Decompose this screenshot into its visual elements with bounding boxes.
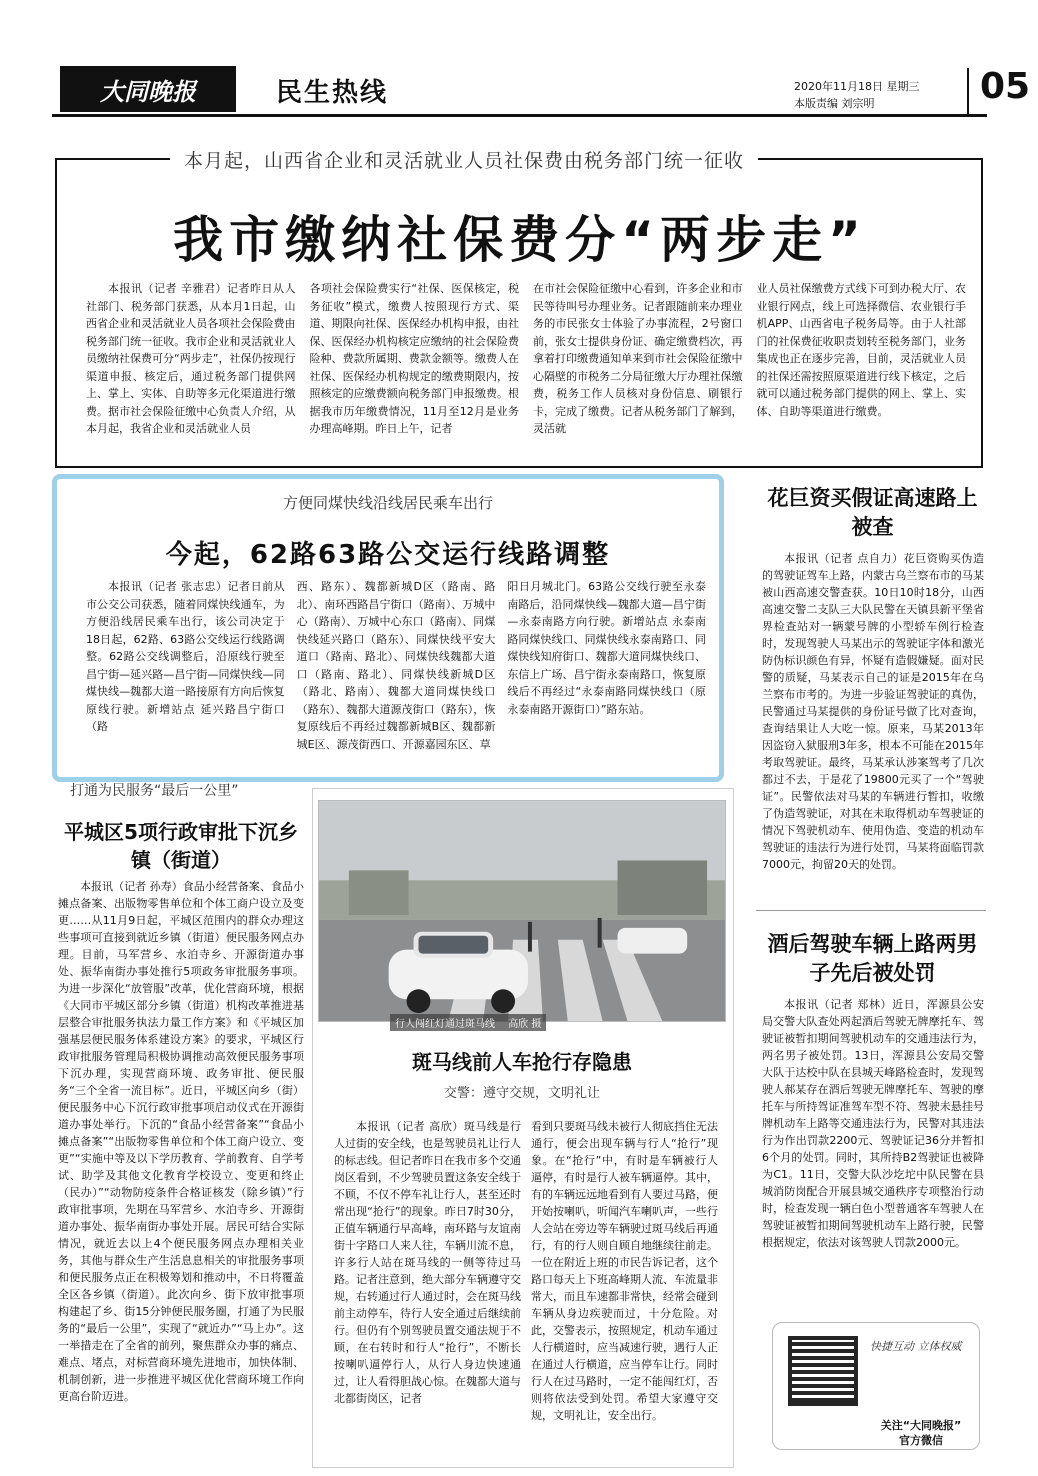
bus-article-body <box>86 578 706 760</box>
zebra-article-column: 看到只要斑马线未被行人彻底挡住无法通行，便会出现车辆与行人“抢行”现象。在“抢行”中，有时是车辆被行人逼停，有时是行人被车辆逼停。其中，有的车辆远远地看到有人要过马路，便开始按喇叭，听闻汽车喇叭声，一些行人会站在旁边等车辆驶过斑马线后再通行，有的行人则自顾自地继续往前走。一位在附近上班的市民告诉记者，这个路口每天上下班高峰期人流、车流量非常大，而且车速都非常快，经常会碰到车辆从身边疾驶而过，十分危险。对此，交警表示，按照规定，机动车通过人行横道时，应当减速行驶，遇行人正在通过人行横道，应当停车让行。同时行人在过马路时，一定不能闯红灯，否则将依法受到处罚。希望大家遵守交规，文明礼让，安全出行。 <box>531 1120 718 1422</box>
zebra-article-column: 本报讯（记者 高欣）斑马线是行人过街的安全线，也是驾驶员礼让行人的标志线。但记者昨日在我市多个交通岗区看到，不少驾驶员置这条安全线于不顾，不仅不停车礼让行人，甚至还时常出现“抢行”的现象。昨日7时30分，正值车辆通行早高峰，南环路与友谊南街十字路口人来人往，车辆川流不息，许多行人站在斑马线的一侧等待过马路。记者注意到，绝大部分车辆遵守交规，右转通过行人通过时，会在斑马线前主动停车，待行人安全通过后继续前行。但仍有个别驾驶员置交通法规于不顾，在右转时和行人“抢行”，不断长按喇叭逼停行人，从行人身边快速通过，让人看得胆战心惊。在魏都大道与北都街岗区，记者 <box>334 1120 521 1405</box>
promo-label <box>866 1418 976 1448</box>
fake-license-body: 本报讯（记者 点自力）花巨资购买伪造的驾驶证驾车上路，内蒙古乌兰察布市的马某被山西高速交警查获。10日10时18分，山西高速交警二支队三大队民警在天镇县新平堡省界检查站对一辆蒙号牌的小型轿车例行检查时，发现驾驶人马某出示的驾驶证字体和激光防伪标识颜色有异，怀疑有造假嫌疑。面对民警的质疑，马某表示自己的证是2015年在乌兰察布市考的。为进一步验证驾驶证的真伪，民警通过马某提供的身份证号做了比对查询，查询结果让人大吃一惊。原来，马某2013年因盗窃入狱服刑3年多，根本不可能在2015年考取驾驶证。最终，马某承认涉案驾考了几次都过不去，于是花了19800元买了一个“驾驶证”。民警依法对马某的车辆进行暂扣，收缴了伪造驾驶证，对其在未取得机动车驾驶证的情况下驾驶机动车、使用伪造、变造的机动车驾驶证的违法行为进行处罚，马某将面临罚款7000元，拘留20天的处罚。 <box>762 552 984 871</box>
qr-code-icon <box>788 1336 858 1406</box>
section-title: 民生热线 <box>276 78 389 108</box>
photo-caption <box>390 1014 546 1031</box>
bus-article-column: 本报讯（记者 张志忠）记者日前从市公交公司获悉，随着同煤快线通车，为方便沿线居民乘车出行，该公司决定于18日起，62路、63路公交线运行线路调整。62路公交线调整后，沿原线行驶至昌宁街—延兴路—昌宁街—同煤快线—同煤快线—魏都大道一路接原有方向后恢复原线行驶。新增站点 延兴路昌宁街口（路 <box>86 580 285 733</box>
zebra-article-headline: 斑马线前人车抢行存隐患 <box>412 1050 632 1074</box>
masthead-divider <box>967 68 969 114</box>
bus-article-column: 西、路东）、魏都新城D区（路南、路北）、南环西路昌宁街口（路南）、万城中心（路南）、万城中心东口（路南）、同煤快线延兴路口（路东）、同煤快线平安大道口（路南、路北）、同煤快线魏都大道口（路南、路北）、同煤快线新城D区（路北、路南）、魏都大道同煤快线口（路东）、魏都大道源茂街口（路东），恢复原线后不再经过魏都新城B区、魏都新城E区、源茂街西口、开源嘉园东区、草 <box>296 580 496 751</box>
lead-article-kicker: 本月起，山西省企业和灵活就业人员社保费由税务部门统一征收 <box>170 146 758 173</box>
drunk-driving-headline: 酒后驾驶车辆上路两男子先后被处罚 <box>767 932 978 985</box>
masthead-rule <box>52 114 987 117</box>
crosswalk-photo <box>318 800 726 1022</box>
issue-date: 2020年11月18日 星期三 <box>794 80 920 93</box>
promo-slogan: 快捷互动 立体权威 <box>870 1340 962 1353</box>
crosswalk-scene-image <box>319 801 725 1021</box>
masthead <box>52 62 1031 116</box>
lead-article-headline: 我市缴纳社保费分“两步走” <box>173 211 867 269</box>
page-number: 05 <box>980 66 1031 107</box>
photo-credit: 高欣 摄 <box>508 1019 542 1030</box>
zebra-article-subhead: 交警：遵守交规，文明礼让 <box>443 1086 600 1101</box>
admin-article-body: 本报讯（记者 孙寿）食品小经营备案、食品小摊点备案、出版物零售单位和个体工商户设立及变更……从11月9日起，平城区范围内的群众办理这些事项可直接到就近乡镇（街道）便民服务网点办理。目前，马军营乡、水泊寺乡、开源街道办事处、振华南街办事处推行5项政务审批服务事项。为进一步深化“放管服”改革，优化营商环境，根据《大同市平城区部分乡镇（街道）机构改革推进基层整合审批服务执法力量工作方案》和《平城区加强基层便民服务体系建设方案》的要求，平城区行政审批服务管理局积极协调推动高效便民服务事项下沉办理，实现营商环境、政务审批、便民服务“三个全省一流目标”。近日，平城区向乡（街）便民服务中心下沉行政审批事项启动仪式在开源街道办事处举行。下沉的“食品小经营备案”“食品小摊点备案”“出版物零售单位和个体工商户设立、变更”“实施中等及以下学历教育、学前教育、自学考试、助学及其他文化教育学校设立、变更和终止（民办）”“动物防疫条件合格证核发（除乡镇）”行政审批事项，先期在马军营乡、水泊寺乡、开源街道办事处、振华南街办事处开展。居民可结合实际情况，就近去以上4个便民服务网点办理相关业务，其他与群众生产生活息息相关的审批服务事项和便民服务点正在积极筹划和推动中，不日将覆盖全区各乡镇（街道）。此次向乡、街下放审批事项构建起了乡、街15分钟便民服务圈，打通了为民服务的“最后一公里”，实现了“就近办”“马上办”。这一举措走在了全省的前列，聚焦群众办事的痛点、难点、堵点，对标营商环境先进地市，加快体制、机制创新，进一步推进平城区优化营商环境工作向更高台阶迈进。 <box>58 880 304 1403</box>
drunk-driving-body: 本报讯（记者 郑林）近日，浑源县公安局交警大队查处两起酒后驾驶无牌摩托车、驾驶证被暂扣期间驾驶机动车的交通违法行为，两名男子被处罚。13日，浑源县公安局交警大队于达校中队在县城天峰路检查时，发现驾驶人郝某存在酒后驾驶无牌摩托车、驾驶的摩托车与所持驾证准驾车型不符、驾驶未悬挂号牌机动车上路等交通违法行为，民警对其违法行为作出罚款2200元、驾驶证记36分并暂扣6个月的处罚。同时，其所持B2驾驶证也被降为C1。11日，交警大队沙圪坨中队民警在县城消防岗配合开展县城交通秩序专项整治行动时，检查发现一辆白色小型普通客车驾驶人在驾驶证被暂扣期间驾驶机动车上路行驶，民警根据规定，依法对该驾驶人罚款2000元。 <box>762 998 984 1249</box>
lead-article-column: 本报讯（记者 辛雅君）记者昨日从人社部门、税务部门获悉，从本月1日起，山西省企业和灵活就业人员各项社会保险费由税务部门统一征收。我市企业和灵活就业人员缴纳社保费可分“两步走”，社保仍按现行渠道申报、核定后，通过税务部门提供网上、掌上、实体、自助等多元化渠道进行缴费。据市社会保险征缴中心负责人介绍，从本月起，我省企业和灵活就业人员 <box>86 282 296 435</box>
lead-article-column: 各项社会保险费实行“社保、医保核定，税务征收”模式，缴费人按照现行方式、渠道、期限向社保、医保经办机构申报，由社保、医保经办机构核定应缴纳的社会保险费险种、费款所属期、费款金额等。缴费人在社保、医保经办机构规定的缴费期限内，按照核定的应缴费额向税务部门申报缴费。根据我市历年缴费情况，11月至12月是业务办理高峰期。昨日上午，记者 <box>309 282 519 435</box>
bus-article-headline: 今起，62路63路公交运行线路调整 <box>165 540 611 570</box>
lead-article-body <box>86 280 966 460</box>
lead-article-column: 在市社会保险征缴中心看到，许多企业和市民等待叫号办理业务。记者跟随前来办理业务的市民张女士体验了办事流程，2号窗口前，张女士提供身份证、确定缴费档次，再拿着打印缴费通知单来到市社会保险征缴中心隔壁的市税务二分局征缴大厅办理社保缴费，税务工作人员核对身份信息、刷银行卡，完成了缴费。记者从税务部门了解到，灵活就 <box>533 282 743 435</box>
photo-caption-text: 行人闯红灯通过斑马线 <box>395 1019 495 1030</box>
promo-label-line: 官方微信 <box>899 1434 943 1447</box>
promo-label-line: 关注“大同晚报” <box>880 1419 962 1432</box>
zebra-article-body <box>334 1118 718 1462</box>
bus-article-kicker: 方便同煤快线沿线居民乘车出行 <box>282 494 493 512</box>
fake-license-headline: 花巨资买假证高速路上被查 <box>767 486 978 539</box>
sidebar-divider <box>756 910 986 911</box>
lead-article-column: 业人员社保缴费方式线下可到办税大厅、农业银行网点，线上可选择微信、农业银行手机APP、山西省电子税务局等。由于人社部门的社保费征收职责划转至税务部门，业务集成也正在逐步完善，目前，灵活就业人员的社保还需按照原渠道进行线下核定，之后就可以通过税务部门提供的网上、掌上、实体、自助等渠道进行缴费。 <box>756 282 966 418</box>
bus-article-column: 阳日月城北门。63路公交线行驶至永泰南路后，沿同煤快线—魏都大道—昌宁街—永泰南路方向行驶。新增站点 永泰南路同煤快线口、同煤快线永泰南路口、同煤快线知府街口、魏都大道同煤快线口、东信上广场、昌宁街永泰南路口，恢复原线后不再经过“永泰南路同煤快线口（原永泰南路开源街口）”路东站。 <box>507 580 707 716</box>
admin-article-kicker: 打通为民服务“最后一公里” <box>70 783 239 799</box>
newspaper-logo: 大同晚报 <box>60 66 236 112</box>
page-editor: 本版责编 刘宗明 <box>794 97 875 110</box>
admin-article-headline: 平城区5项行政审批下沉乡镇（街道） <box>64 820 298 872</box>
